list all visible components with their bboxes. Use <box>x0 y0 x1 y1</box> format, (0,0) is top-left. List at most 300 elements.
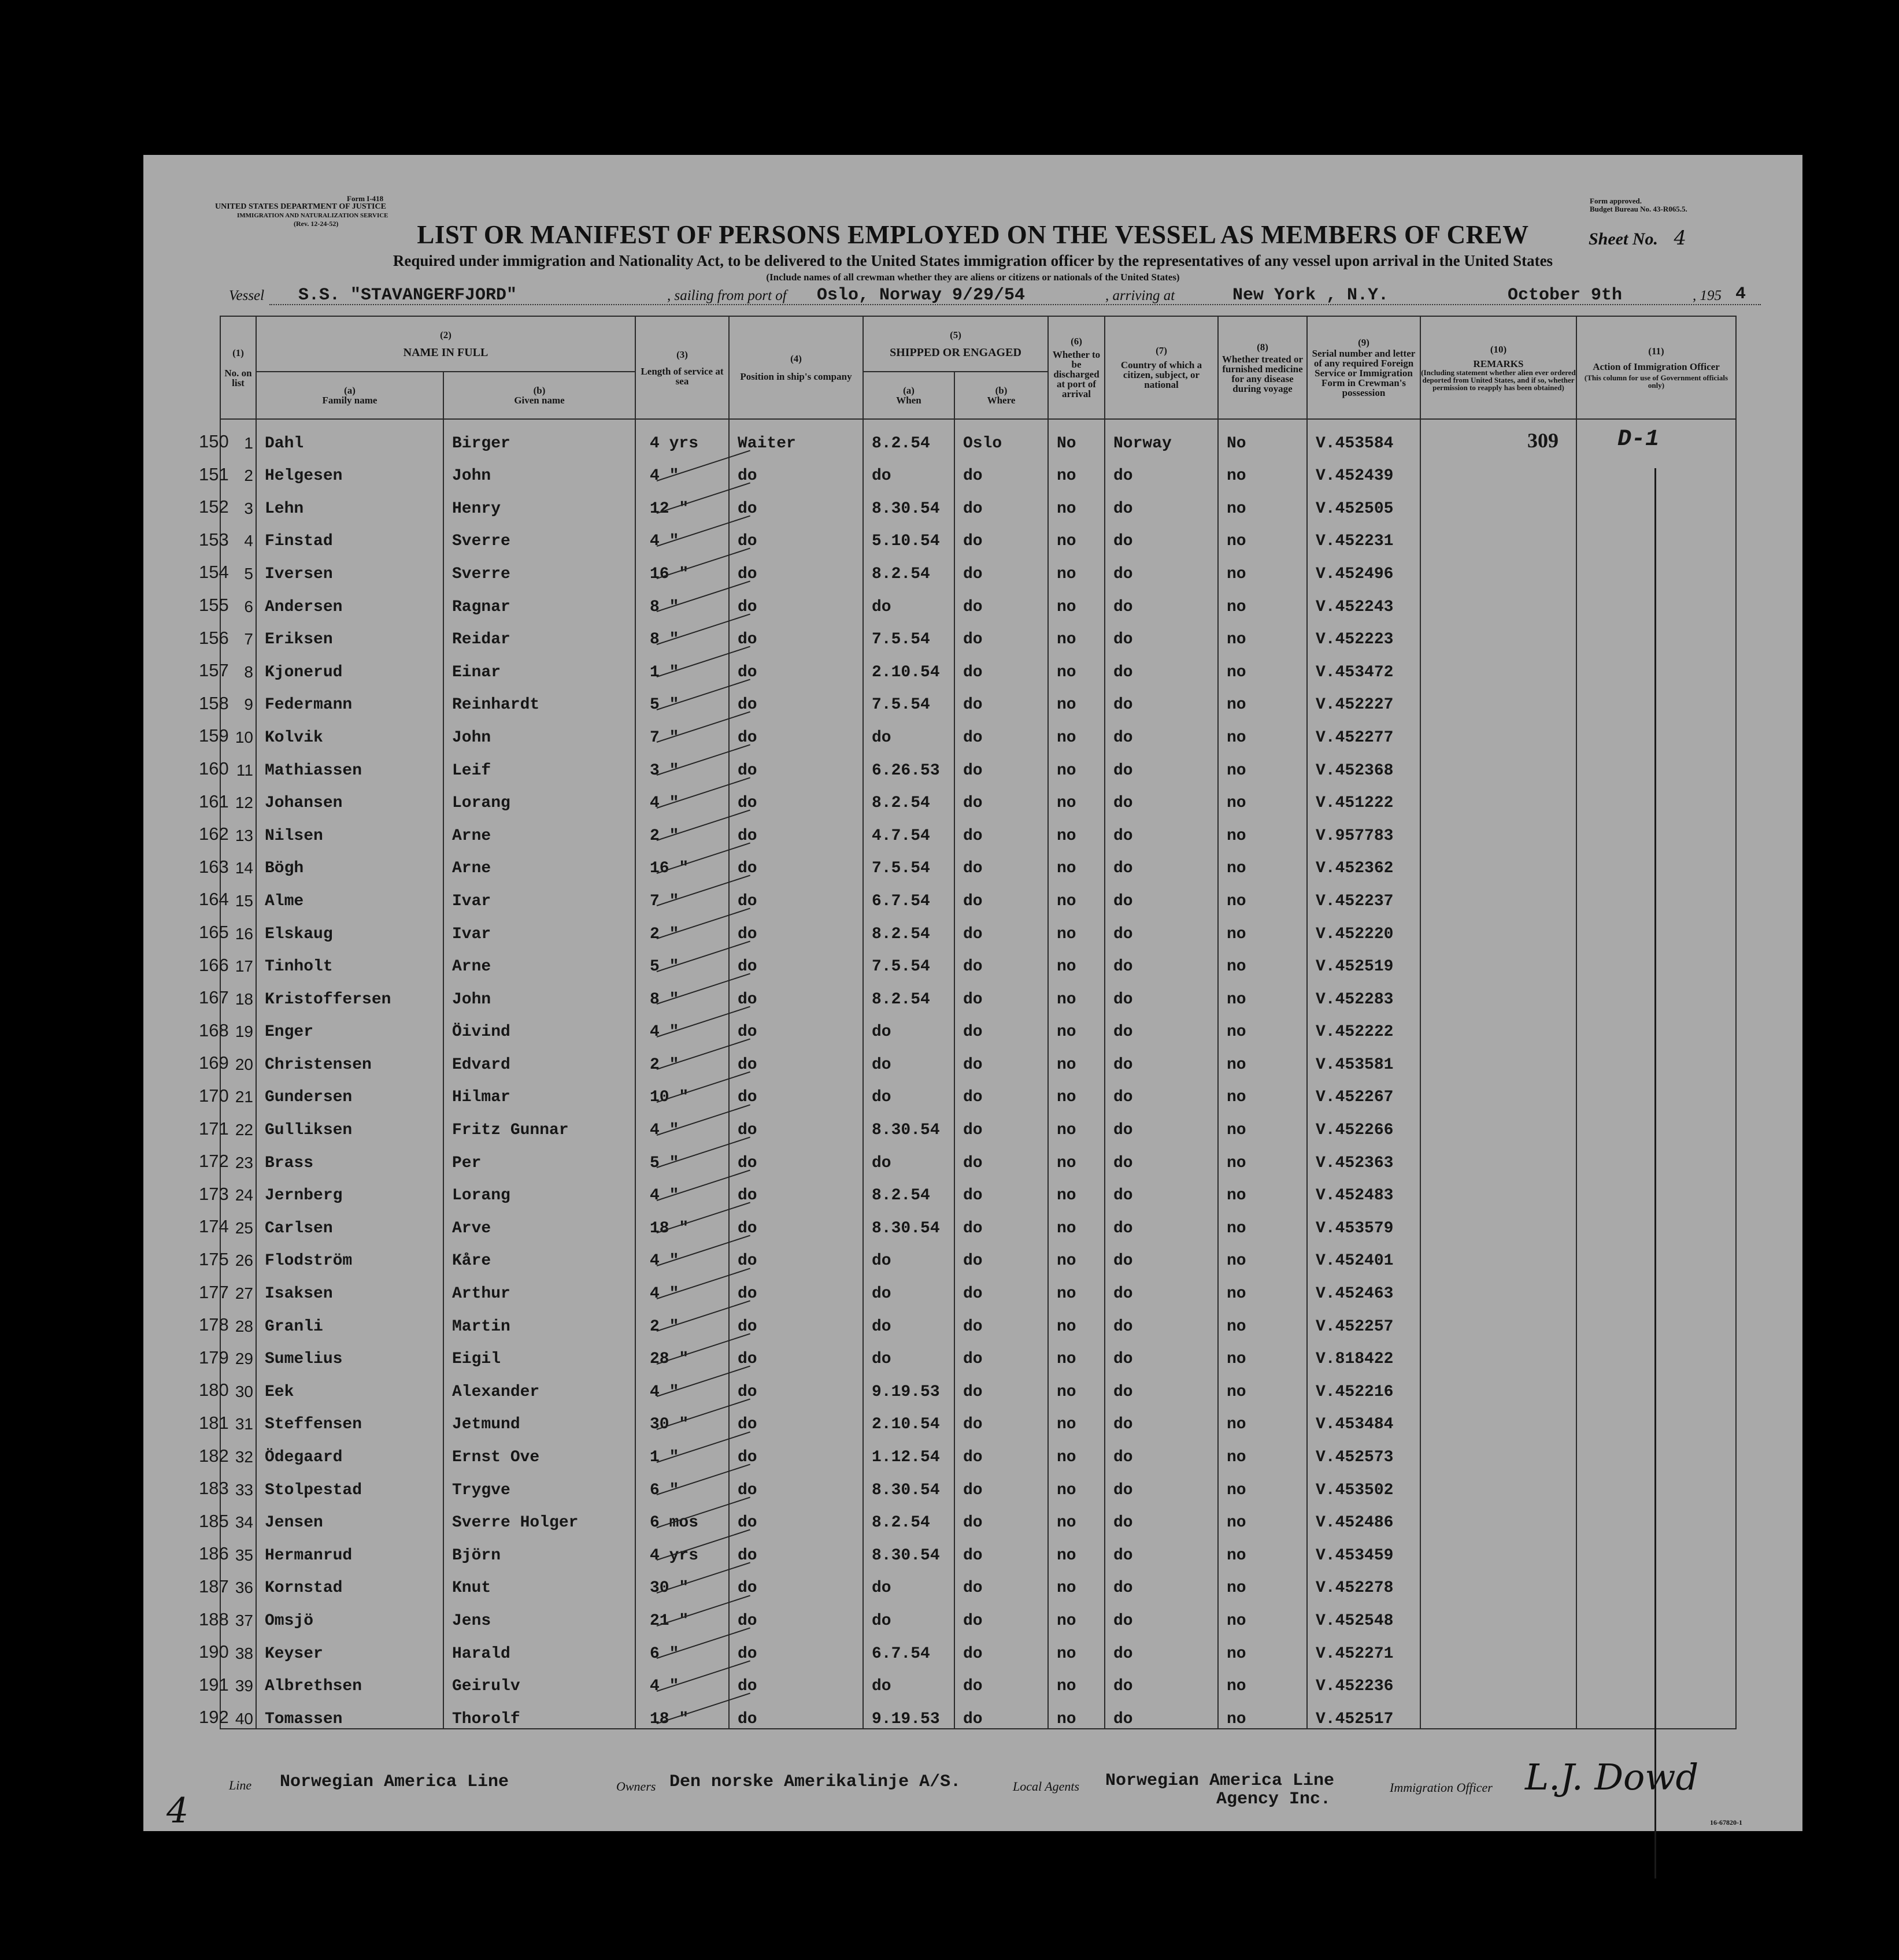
medicine: no <box>1218 1368 1307 1401</box>
family-name: Kornstad <box>256 1565 443 1598</box>
given-name: Arthur <box>443 1270 635 1303</box>
discharged: no <box>1048 1597 1105 1630</box>
shipped-where: do <box>954 518 1048 551</box>
line-label: Line <box>229 1778 252 1792</box>
officer-action <box>1576 1433 1736 1466</box>
serial-number: V.452483 <box>1307 1172 1420 1205</box>
medicine: no <box>1218 747 1307 780</box>
serial-number: V.452277 <box>1307 714 1420 747</box>
country: do <box>1105 1695 1218 1729</box>
length-of-service: 4 " <box>635 1172 729 1205</box>
shipped-when: do <box>863 1663 954 1696</box>
serial-number: V.452496 <box>1307 550 1420 583</box>
officer-action <box>1576 877 1736 910</box>
shipped-where: do <box>954 1303 1048 1336</box>
medicine: no <box>1218 877 1307 910</box>
remarks <box>1420 583 1576 616</box>
discharged: no <box>1048 780 1105 813</box>
shipped-when: 8.30.54 <box>863 485 954 518</box>
shipped-where: do <box>954 943 1048 976</box>
given-name: Sverre <box>443 550 635 583</box>
handwritten-number: 169 <box>199 1053 229 1073</box>
shipped-when: 7.5.54 <box>863 943 954 976</box>
family-name: Helgesen <box>256 453 443 486</box>
remarks <box>1420 649 1576 681</box>
shipped-when: do <box>863 1009 954 1042</box>
family-name: Albrethsen <box>256 1663 443 1696</box>
form-approved: Form approved. <box>1590 197 1642 205</box>
medicine: no <box>1218 616 1307 649</box>
position: do <box>729 1336 863 1369</box>
discharged: no <box>1048 943 1105 976</box>
shipped-when: 7.5.54 <box>863 845 954 878</box>
shipped-when: 7.5.54 <box>863 616 954 649</box>
medicine: no <box>1218 1106 1307 1139</box>
discharged: no <box>1048 714 1105 747</box>
discharged: no <box>1048 1499 1105 1532</box>
remarks <box>1420 1106 1576 1139</box>
country: do <box>1105 1139 1218 1172</box>
handwritten-number: 172 <box>199 1151 229 1172</box>
length-of-service: 18 " <box>635 1695 729 1729</box>
length-of-service: 5 " <box>635 1139 729 1172</box>
country: do <box>1105 943 1218 976</box>
medicine: no <box>1218 518 1307 551</box>
length-of-service: 6 " <box>635 1466 729 1499</box>
length-of-service: 4 " <box>635 1270 729 1303</box>
family-name: Federmann <box>256 681 443 714</box>
medicine: no <box>1218 681 1307 714</box>
medicine: no <box>1218 550 1307 583</box>
discharged: no <box>1048 1466 1105 1499</box>
discharged: no <box>1048 1009 1105 1042</box>
remarks <box>1420 1630 1576 1663</box>
country: do <box>1105 1499 1218 1532</box>
length-of-service: 21 " <box>635 1597 729 1630</box>
country: do <box>1105 976 1218 1009</box>
length-of-service: 4 " <box>635 1106 729 1139</box>
medicine: no <box>1218 976 1307 1009</box>
form-number: Form I-418 <box>347 194 384 203</box>
remarks <box>1420 1695 1576 1729</box>
list-number: 15 <box>220 877 256 910</box>
serial-number: V.452573 <box>1307 1433 1420 1466</box>
list-number: 23 <box>220 1139 256 1172</box>
handwritten-number: 164 <box>199 889 229 910</box>
medicine: no <box>1218 1663 1307 1696</box>
family-name: Carlsen <box>256 1205 443 1237</box>
arrival-date: October 9th <box>1508 286 1623 305</box>
discharged: no <box>1048 976 1105 1009</box>
given-name: Arne <box>443 943 635 976</box>
table-row <box>220 910 1736 943</box>
serial-number: V.452368 <box>1307 747 1420 780</box>
discharged: no <box>1048 747 1105 780</box>
discharged: no <box>1048 845 1105 878</box>
length-of-service: 2 " <box>635 1303 729 1336</box>
medicine: no <box>1218 780 1307 813</box>
shipped-where: do <box>954 780 1048 813</box>
table-row <box>220 518 1736 551</box>
given-name: Lorang <box>443 780 635 813</box>
discharged: no <box>1048 649 1105 681</box>
serial-number: V.453484 <box>1307 1401 1420 1434</box>
list-number: 25 <box>220 1205 256 1237</box>
officer-action <box>1576 714 1736 747</box>
given-name: Trygve <box>443 1466 635 1499</box>
length-of-service: 6 mos <box>635 1499 729 1532</box>
line-name: Norwegian America Line <box>280 1772 509 1792</box>
table-row <box>220 485 1736 518</box>
col-when-header: (a) When <box>863 372 954 419</box>
serial-number: V.452266 <box>1307 1106 1420 1139</box>
owners-name: Den norske Amerikalinje A/S. <box>669 1772 961 1792</box>
shipped-where: do <box>954 747 1048 780</box>
family-name: Eek <box>256 1368 443 1401</box>
position: do <box>729 943 863 976</box>
medicine: no <box>1218 1172 1307 1205</box>
list-number: 37 <box>220 1597 256 1630</box>
list-number: 19 <box>220 1009 256 1042</box>
officer-action <box>1576 812 1736 845</box>
list-number: 6 <box>220 583 256 616</box>
table-row <box>220 1466 1736 1499</box>
country: do <box>1105 1303 1218 1336</box>
length-of-service: 8 " <box>635 583 729 616</box>
crew-rows <box>220 419 1736 1729</box>
position: do <box>729 1303 863 1336</box>
margin-note: 4 <box>166 1791 189 1831</box>
serial-number: V.452236 <box>1307 1663 1420 1696</box>
crew-table <box>220 316 1737 1729</box>
position: do <box>729 1532 863 1565</box>
position: do <box>729 747 863 780</box>
list-number: 29 <box>220 1336 256 1369</box>
handwritten-number: 162 <box>199 824 229 844</box>
table-row <box>220 1074 1736 1107</box>
budget-bureau: Budget Bureau No. 43-R065.5. <box>1590 205 1687 213</box>
sailing-label: , sailing from port of <box>667 288 787 303</box>
family-name: Gundersen <box>256 1074 443 1107</box>
handwritten-number: 171 <box>199 1118 229 1139</box>
serial-number: V.452363 <box>1307 1139 1420 1172</box>
shipped-when: 7.5.54 <box>863 681 954 714</box>
position: do <box>729 976 863 1009</box>
family-name: Stolpestad <box>256 1466 443 1499</box>
officer-action <box>1576 1597 1736 1630</box>
shipped-when: 6.7.54 <box>863 877 954 910</box>
table-row <box>220 1499 1736 1532</box>
officer-action <box>1576 1663 1736 1696</box>
handwritten-number: 156 <box>199 627 229 648</box>
col-no-header: (1) No. on list <box>220 316 256 419</box>
table-row <box>220 812 1736 845</box>
family-name: Kjonerud <box>256 649 443 681</box>
shipped-when: 8.2.54 <box>863 419 954 453</box>
discharged: no <box>1048 1401 1105 1434</box>
shipped-where: do <box>954 1041 1048 1074</box>
family-name: Brass <box>256 1139 443 1172</box>
family-name: Jernberg <box>256 1172 443 1205</box>
officer-action <box>1576 518 1736 551</box>
country: do <box>1105 453 1218 486</box>
discharged: no <box>1048 616 1105 649</box>
family-name: Kolvik <box>256 714 443 747</box>
family-name: Steffensen <box>256 1401 443 1434</box>
remarks <box>1420 1041 1576 1074</box>
list-number: 26 <box>220 1237 256 1270</box>
officer-action <box>1576 943 1736 976</box>
position: do <box>729 1205 863 1237</box>
owners-label: Owners <box>616 1779 656 1794</box>
family-name: Ödegaard <box>256 1433 443 1466</box>
table-row <box>220 943 1736 976</box>
length-of-service: 12 " <box>635 485 729 518</box>
table-row <box>220 780 1736 813</box>
shipped-when: 4.7.54 <box>863 812 954 845</box>
position: do <box>729 1597 863 1630</box>
officer-action <box>1576 453 1736 486</box>
table-row <box>220 1336 1736 1369</box>
country: do <box>1105 812 1218 845</box>
medicine: no <box>1218 845 1307 878</box>
country: do <box>1105 485 1218 518</box>
length-of-service: 28 " <box>635 1336 729 1369</box>
shipped-when: do <box>863 1237 954 1270</box>
medicine: no <box>1218 1695 1307 1729</box>
medicine: no <box>1218 1433 1307 1466</box>
remarks <box>1420 812 1576 845</box>
remarks <box>1420 1205 1576 1237</box>
country: do <box>1105 877 1218 910</box>
handwritten-number: 151 <box>199 464 229 484</box>
remarks <box>1420 1270 1576 1303</box>
discharged: No <box>1048 419 1105 453</box>
shipped-where: do <box>954 1368 1048 1401</box>
list-number: 39 <box>220 1663 256 1696</box>
remarks <box>1420 1009 1576 1042</box>
shipped-when: 9.19.53 <box>863 1695 954 1729</box>
discharged: no <box>1048 1270 1105 1303</box>
given-name: Harald <box>443 1630 635 1663</box>
sheet-number-label <box>1589 227 1686 250</box>
position: do <box>729 681 863 714</box>
shipped-where: do <box>954 485 1048 518</box>
serial-number: V.452548 <box>1307 1597 1420 1630</box>
handwritten-number: 159 <box>199 725 229 746</box>
handwritten-number: 158 <box>199 692 229 713</box>
sheet-label: Sheet No. <box>1589 229 1658 249</box>
position: do <box>729 845 863 878</box>
shipped-where: do <box>954 1499 1048 1532</box>
shipped-where: Oslo <box>954 419 1048 453</box>
country: do <box>1105 1630 1218 1663</box>
table-row <box>220 1565 1736 1598</box>
list-number: 31 <box>220 1401 256 1434</box>
length-of-service: 2 " <box>635 1041 729 1074</box>
shipped-where: do <box>954 1532 1048 1565</box>
table-row <box>220 976 1736 1009</box>
officer-action <box>1576 1303 1736 1336</box>
serial-number: V.452505 <box>1307 485 1420 518</box>
year-prefix: , 195 <box>1693 288 1722 303</box>
remarks <box>1420 1139 1576 1172</box>
remarks <box>1420 943 1576 976</box>
family-name: Christensen <box>256 1041 443 1074</box>
officer-action <box>1576 616 1736 649</box>
length-of-service: 7 " <box>635 714 729 747</box>
list-number: 35 <box>220 1532 256 1565</box>
handwritten-number: 170 <box>199 1085 229 1106</box>
col-remarks-header: (10) REMARKS (Including statement whether alien ever ordered deported from United States, and if so, whether permission to reapply has been obtained) <box>1420 316 1576 419</box>
remarks <box>1420 1336 1576 1369</box>
length-of-service: 2 " <box>635 812 729 845</box>
shipped-where: do <box>954 1270 1048 1303</box>
manifest-sheet <box>143 155 1802 1831</box>
medicine: no <box>1218 1401 1307 1434</box>
officer-action <box>1576 583 1736 616</box>
serial-number: V.453579 <box>1307 1205 1420 1237</box>
col-serial-header: (9) Serial number and letter of any required Foreign Service or Immigration Form in Crewman's possession <box>1307 316 1420 419</box>
length-of-service: 8 " <box>635 616 729 649</box>
medicine: no <box>1218 1303 1307 1336</box>
length-of-service: 8 " <box>635 976 729 1009</box>
officer-action <box>1576 1106 1736 1139</box>
list-number: 14 <box>220 845 256 878</box>
remarks <box>1420 1237 1576 1270</box>
given-name: Arve <box>443 1205 635 1237</box>
length-of-service: 4 yrs <box>635 1532 729 1565</box>
handwritten-number: 157 <box>199 660 229 681</box>
table-row <box>220 1139 1736 1172</box>
handwritten-number: 181 <box>199 1413 229 1433</box>
medicine: no <box>1218 1597 1307 1630</box>
table-row <box>220 649 1736 681</box>
family-name: Andersen <box>256 583 443 616</box>
country: do <box>1105 845 1218 878</box>
remarks <box>1420 845 1576 878</box>
country: do <box>1105 616 1218 649</box>
serial-number: V.451222 <box>1307 780 1420 813</box>
table-row <box>220 1532 1736 1565</box>
list-number: 17 <box>220 943 256 976</box>
length-of-service: 4 " <box>635 780 729 813</box>
shipped-where: do <box>954 1695 1048 1729</box>
list-number: 20 <box>220 1041 256 1074</box>
position: do <box>729 1009 863 1042</box>
handwritten-number: 180 <box>199 1380 229 1400</box>
medicine: no <box>1218 1499 1307 1532</box>
given-name: Einar <box>443 649 635 681</box>
remarks: 309 <box>1420 419 1576 453</box>
family-name: Lehn <box>256 485 443 518</box>
given-name: John <box>443 714 635 747</box>
shipped-when: 2.10.54 <box>863 1401 954 1434</box>
agents-name-2: Agency Inc. <box>1216 1789 1331 1809</box>
shipped-where: do <box>954 1172 1048 1205</box>
remarks <box>1420 1401 1576 1434</box>
officer-action <box>1576 1009 1736 1042</box>
family-name: Kristoffersen <box>256 976 443 1009</box>
shipped-where: do <box>954 1106 1048 1139</box>
country: do <box>1105 1336 1218 1369</box>
discharged: no <box>1048 877 1105 910</box>
list-number: 8 <box>220 649 256 681</box>
officer-action <box>1576 1041 1736 1074</box>
discharged: no <box>1048 1205 1105 1237</box>
shipped-when: 1.12.54 <box>863 1433 954 1466</box>
handwritten-number: 191 <box>199 1674 229 1695</box>
length-of-service: 4 " <box>635 518 729 551</box>
family-name: Omsjö <box>256 1597 443 1630</box>
serial-number: V.452243 <box>1307 583 1420 616</box>
shipped-when: 8.2.54 <box>863 910 954 943</box>
country: do <box>1105 1532 1218 1565</box>
remarks <box>1420 1663 1576 1696</box>
serial-number: V.452237 <box>1307 877 1420 910</box>
remarks <box>1420 1433 1576 1466</box>
family-name: Flodström <box>256 1237 443 1270</box>
shipped-when: do <box>863 1041 954 1074</box>
position: do <box>729 1368 863 1401</box>
given-name: Björn <box>443 1532 635 1565</box>
country: do <box>1105 649 1218 681</box>
country: do <box>1105 1597 1218 1630</box>
table-row <box>220 714 1736 747</box>
serial-number: V.452222 <box>1307 1009 1420 1042</box>
length-of-service: 7 " <box>635 877 729 910</box>
shipped-where: do <box>954 812 1048 845</box>
shipped-when: do <box>863 1139 954 1172</box>
handwritten-number: 182 <box>199 1445 229 1466</box>
handwritten-number: 192 <box>199 1707 229 1728</box>
list-number: 32 <box>220 1433 256 1466</box>
col-action-header: (11) Action of Immigration Officer (This column for use of Government officials only) <box>1576 316 1736 419</box>
family-name: Jensen <box>256 1499 443 1532</box>
given-name: Arne <box>443 845 635 878</box>
medicine: no <box>1218 1041 1307 1074</box>
position: do <box>729 1433 863 1466</box>
position: do <box>729 1237 863 1270</box>
shipped-where: do <box>954 550 1048 583</box>
country: do <box>1105 780 1218 813</box>
officer-action <box>1576 1368 1736 1401</box>
length-of-service: 16 " <box>635 550 729 583</box>
given-name: Sverre <box>443 518 635 551</box>
country: do <box>1105 583 1218 616</box>
handwritten-number: 160 <box>199 758 229 779</box>
serial-number: V.453584 <box>1307 419 1420 453</box>
discharged: no <box>1048 1368 1105 1401</box>
medicine: no <box>1218 910 1307 943</box>
family-name: Enger <box>256 1009 443 1042</box>
family-name: Alme <box>256 877 443 910</box>
family-name: Hermanrud <box>256 1532 443 1565</box>
officer-action <box>1576 1532 1736 1565</box>
serial-number: V.453459 <box>1307 1532 1420 1565</box>
serial-number: V.453472 <box>1307 649 1420 681</box>
given-name: Ragnar <box>443 583 635 616</box>
length-of-service: 1 " <box>635 649 729 681</box>
country: do <box>1105 518 1218 551</box>
country: do <box>1105 1009 1218 1042</box>
col-family-header: (a) Family name <box>256 372 443 419</box>
discharged: no <box>1048 1172 1105 1205</box>
handwritten-number: 168 <box>199 1020 229 1040</box>
officer-action <box>1576 1565 1736 1598</box>
country: do <box>1105 1433 1218 1466</box>
arriving-at: New York , N.Y. <box>1232 286 1389 305</box>
